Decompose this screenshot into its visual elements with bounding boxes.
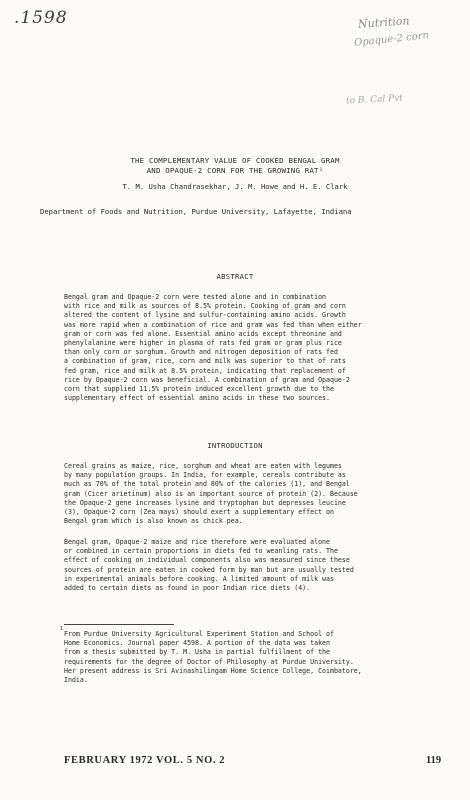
footnote-marker: 1 [60,626,64,632]
title-line: THE COMPLEMENTARY VALUE OF COOKED BENGAL GRAM [130,156,340,165]
footnote-text: From Purdue University Agricultural Experiment Station and School of Home Economics. Journal paper 4598. A portion of the data was taken from a thesis submitted by T. M. Usha in partial fulfillment of the requirements for the degree of Doctor of Philosophy at Purdue University. Her present address is Sri Avinashilingam Home Science College, Coimbatore, India. [64,630,362,685]
journal-issue: FEBRUARY 1972 VOL. 5 NO. 2 [64,755,226,766]
abstract-text: Bengal gram and Opaque-2 corn were tested alone and in combination with rice and milk as sources of 8.5% protein. Cooking of gram and corn altered the content of lysine and sulfur-containing amino acids. Growth was more rapid when a combination of rice and gram was fed than when either gram or corn was fed alone. Essential amino acids except threonine and phenylalanine were higher in plasma of rats fed gram or gram plus rice than only corn or sorghum. Growth and nitrogen deposition of rats fed a combination of gram, rice, corn and milk was superior to that of rats fed gram, rice and milk at 8.5% protein, indicating that replacement of rice by Opaque-2 corn was beneficial. A combination of gram and Opaque-2 corn that supplied 11.5% protein induced excellent growth due to the supplementary effect of essential amino acids in these two sources. [64,293,362,403]
page-number: 119 [426,755,442,766]
paper-title [40,156,430,176]
affiliation: Department of Foods and Nutrition, Purdue University, Lafayette, Indiana [40,207,352,216]
handwritten-note: Opaque-2 corn [353,30,430,49]
introduction-paragraph: Bengal gram, Opaque-2 maize and rice therefore were evaluated alone or combined in certain proportions in diets fed to weanling rats. The effect of cooking on individual components also was measured since these sources of protein are eaten in cooked form by man but are usually tested in experimental animals before cooking. A limited amount of milk was added to certain diets as found in poor Indian rice diets (4). [64,538,354,593]
handwritten-note: to B. Cal Pvt [345,93,404,107]
handwritten-number: .1598 [14,8,68,28]
footnote-rule [64,624,174,625]
handwritten-note: Nutrition [357,14,410,31]
title-line: AND OPAQUE-2 CORN FOR THE GROWING RAT¹ [146,166,324,175]
abstract-heading: ABSTRACT [216,272,254,281]
introduction-heading: INTRODUCTION [207,441,263,450]
introduction-paragraph: Cereal grains as maize, rice, sorghum and wheat are eaten with legumes by many population groups. In India, for example, cereals contribute as much as 70% of the total protein and 80% of the calories (1), and Bengal gram (Cicer arietinum) also is an important source of protein (2). Because the Opaque-2 gene increases lysine and tryptophan but depresses leucine (3), Opaque-2 corn (Zea mays) should exert a supplementary effect on Bengal gram which is also known as chick pea. [64,462,358,526]
author-list: T. M. Usha Chandrasekhar, J. M. Howe and H. E. Clark [122,182,348,191]
